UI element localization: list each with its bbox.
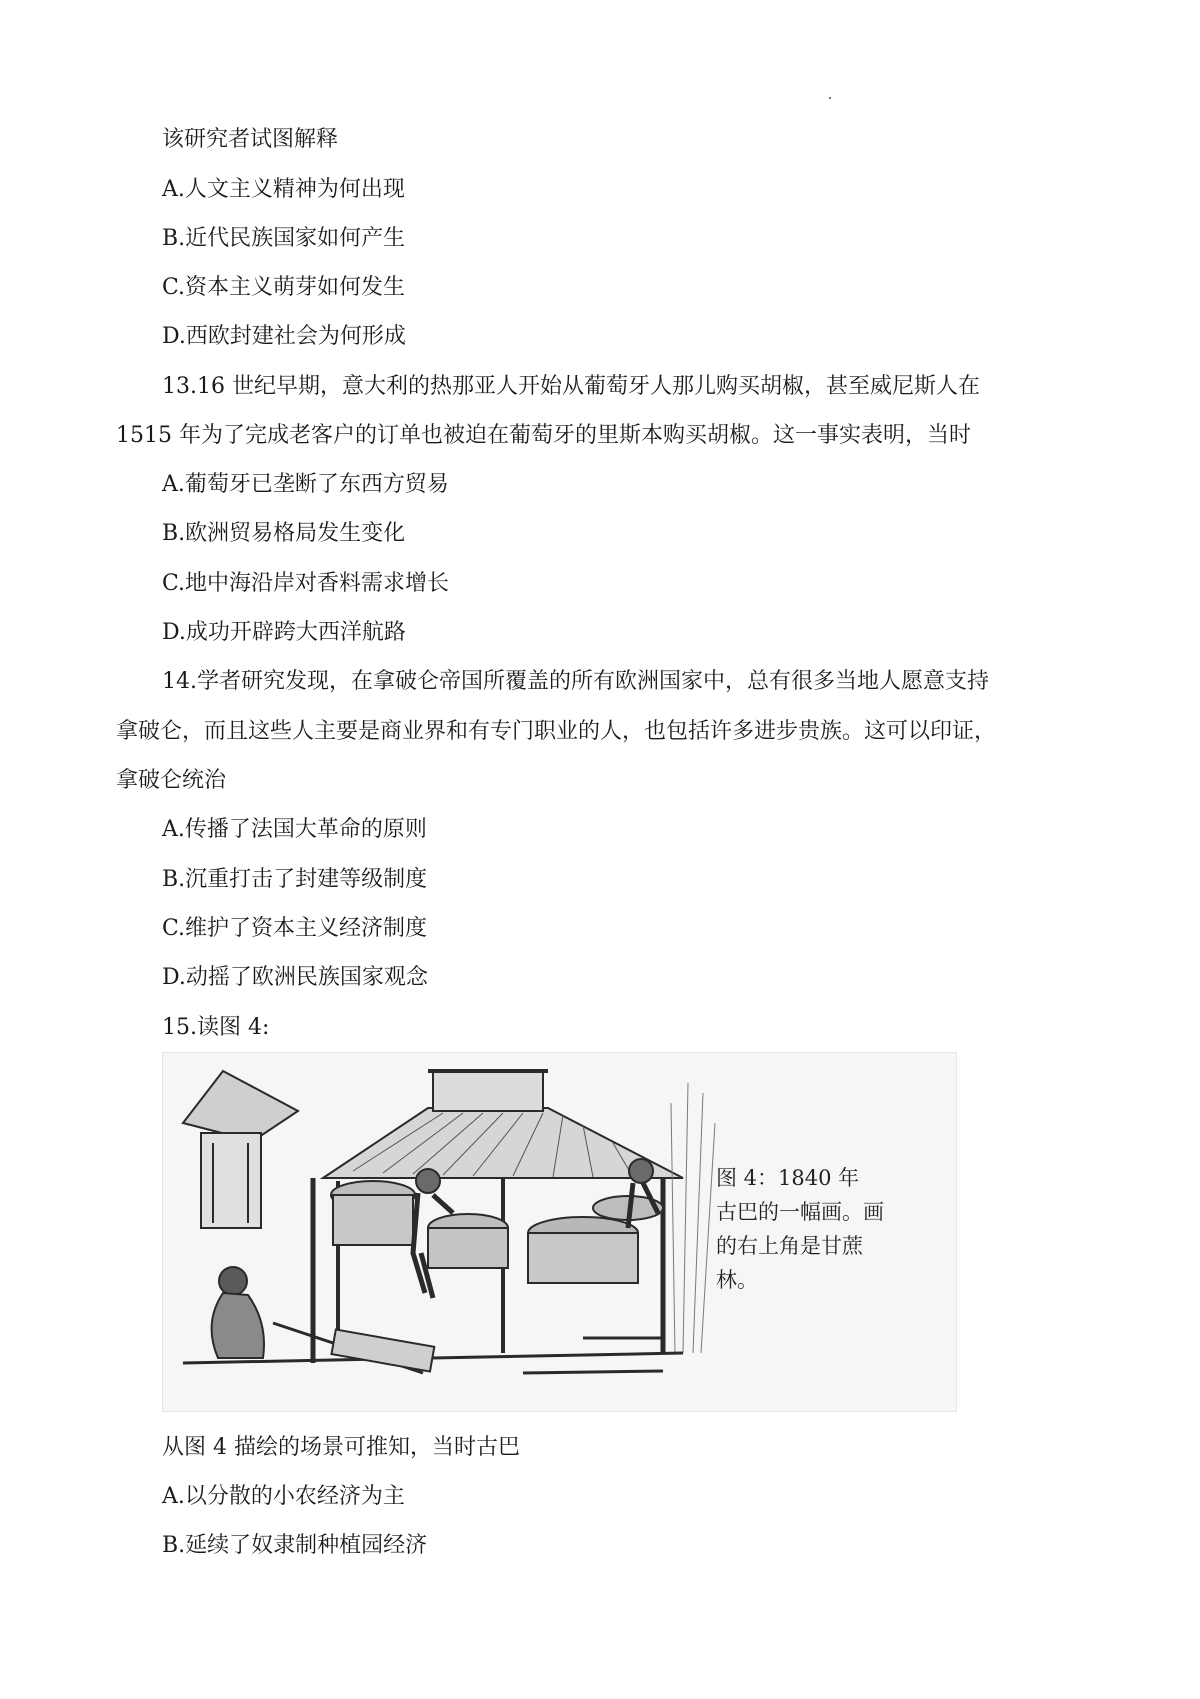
q15-option-b: B.延续了奴隶制种植园经济 — [162, 1533, 428, 1558]
q13-option-a: A.葡萄牙已垄断了东西方贸易 — [162, 472, 449, 497]
figure-4 — [162, 1052, 957, 1412]
q13-option-d: D.成功开辟跨大西洋航路 — [162, 620, 406, 645]
figure-caption-line3: 的右上角是甘蔗 — [716, 1234, 863, 1258]
q13-option-c: C.地中海沿岸对香料需求增长 — [162, 571, 450, 596]
q15-intro: 15.读图 4: — [162, 1015, 270, 1040]
scan-speck — [829, 97, 831, 99]
q13-stem-line1: 13.16 世纪早期，意大利的热那亚人开始从葡萄牙人那儿购买胡椒，甚至威尼斯人在 — [162, 374, 980, 399]
q14-option-a: A.传播了法国大革命的原则 — [162, 817, 427, 842]
q14-option-b: B.沉重打击了封建等级制度 — [162, 867, 428, 892]
figure-caption-line1: 图 4：1840 年 — [716, 1166, 860, 1190]
q12-option-d: D.西欧封建社会为何形成 — [162, 324, 406, 349]
q14-stem-line1: 14.学者研究发现，在拿破仑帝国所覆盖的所有欧洲国家中，总有很多当地人愿意支持 — [162, 669, 989, 694]
q12-stem-end: 该研究者试图解释 — [162, 127, 339, 152]
q14-stem-line3: 拿破仑统治 — [116, 768, 227, 793]
q15-option-a: A.以分散的小农经济为主 — [162, 1484, 405, 1509]
q14-stem-line2: 拿破仑，而且这些人主要是商业界和有专门职业的人，也包括许多进步贵族。这可以印证， — [116, 719, 997, 744]
q12-option-c: C.资本主义萌芽如何发生 — [162, 275, 406, 300]
q13-stem-line2: 1515 年为了完成老客户的订单也被迫在葡萄牙的里斯本购买胡椒。这一事实表明，当时 — [116, 423, 971, 448]
q15-question: 从图 4 描绘的场景可推知，当时古巴 — [162, 1435, 520, 1460]
q12-option-a: A.人文主义精神为何出现 — [162, 177, 405, 202]
q14-option-d: D.动摇了欧洲民族国家观念 — [162, 965, 428, 990]
q14-option-c: C.维护了资本主义经济制度 — [162, 916, 428, 941]
q12-option-b: B.近代民族国家如何产生 — [162, 226, 406, 251]
figure-caption-line4: 林。 — [716, 1268, 758, 1292]
q13-option-b: B.欧洲贸易格局发生变化 — [162, 521, 406, 546]
figure-caption-line2: 古巴的一幅画。画 — [716, 1200, 884, 1224]
